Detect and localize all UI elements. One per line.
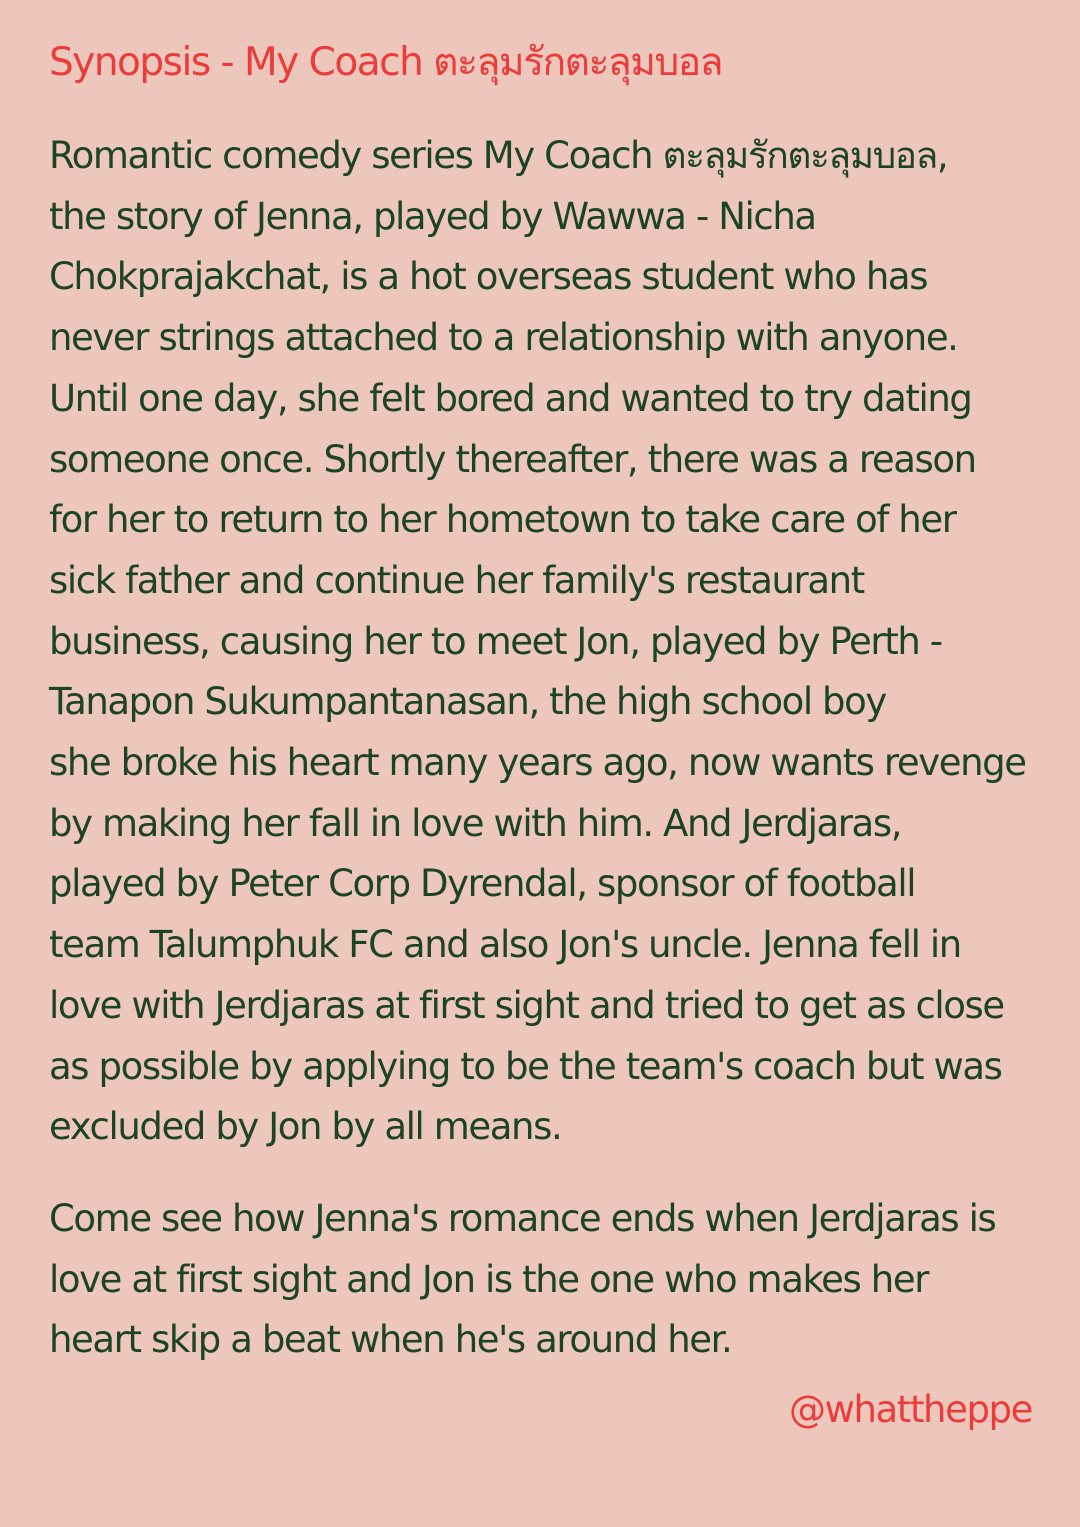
paragraph-line: love at first sight and Jon is the one who makes her: [49, 1257, 929, 1301]
paragraph-line: business, causing her to meet Jon, played by Perth -: [49, 619, 942, 663]
paragraph-line: by making her fall in love with him. And Jerdjaras,: [49, 801, 902, 845]
paragraph-line: Until one day, she felt bored and wanted to try dating: [49, 376, 972, 420]
synopsis-paragraph: [49, 126, 1040, 1158]
paragraph-line: for her to return to her hometown to take care of her: [49, 498, 956, 542]
paragraph-line: Chokprajakchat, is a hot overseas student who has: [49, 255, 928, 299]
paragraph-line: team Talumphuk FC and also Jon's uncle. Jenna fell in: [49, 923, 961, 967]
paragraph-line: as possible by applying to be the team's coach but was: [49, 1044, 1002, 1088]
paragraph-line: the story of Jenna, played by Wawwa - Nicha: [49, 194, 816, 238]
author-handle: @whattheppe: [789, 1388, 1032, 1431]
paragraph-line: Tanapon Sukumpantanasan, the high school boy: [49, 680, 886, 724]
paragraph-line: played by Peter Corp Dyrendal, sponsor of football: [49, 862, 916, 906]
paragraph-line: sick father and continue her family's restaurant: [49, 558, 864, 602]
page-title: Synopsis - My Coach ตะลุมรักตะลุมบอล: [49, 40, 723, 85]
paragraph-line: Romantic comedy series My Coach ตะลุมรักตะลุมบอล,: [49, 134, 948, 177]
paragraph-line: heart skip a beat when he's around her.: [49, 1318, 732, 1362]
paragraph-line: Come see how Jenna's romance ends when Jerdjaras is: [49, 1196, 996, 1240]
paragraph-line: never strings attached to a relationship with anyone.: [49, 316, 958, 360]
closing-paragraph: [49, 1189, 1040, 1371]
paragraph-line: someone once. Shortly thereafter, there was a reason: [49, 437, 976, 481]
paragraph-line: love with Jerdjaras at first sight and tried to get as close: [49, 983, 1004, 1027]
paragraph-line: she broke his heart many years ago, now wants revenge: [49, 741, 1026, 785]
paragraph-line: excluded by Jon by all means.: [49, 1105, 562, 1149]
